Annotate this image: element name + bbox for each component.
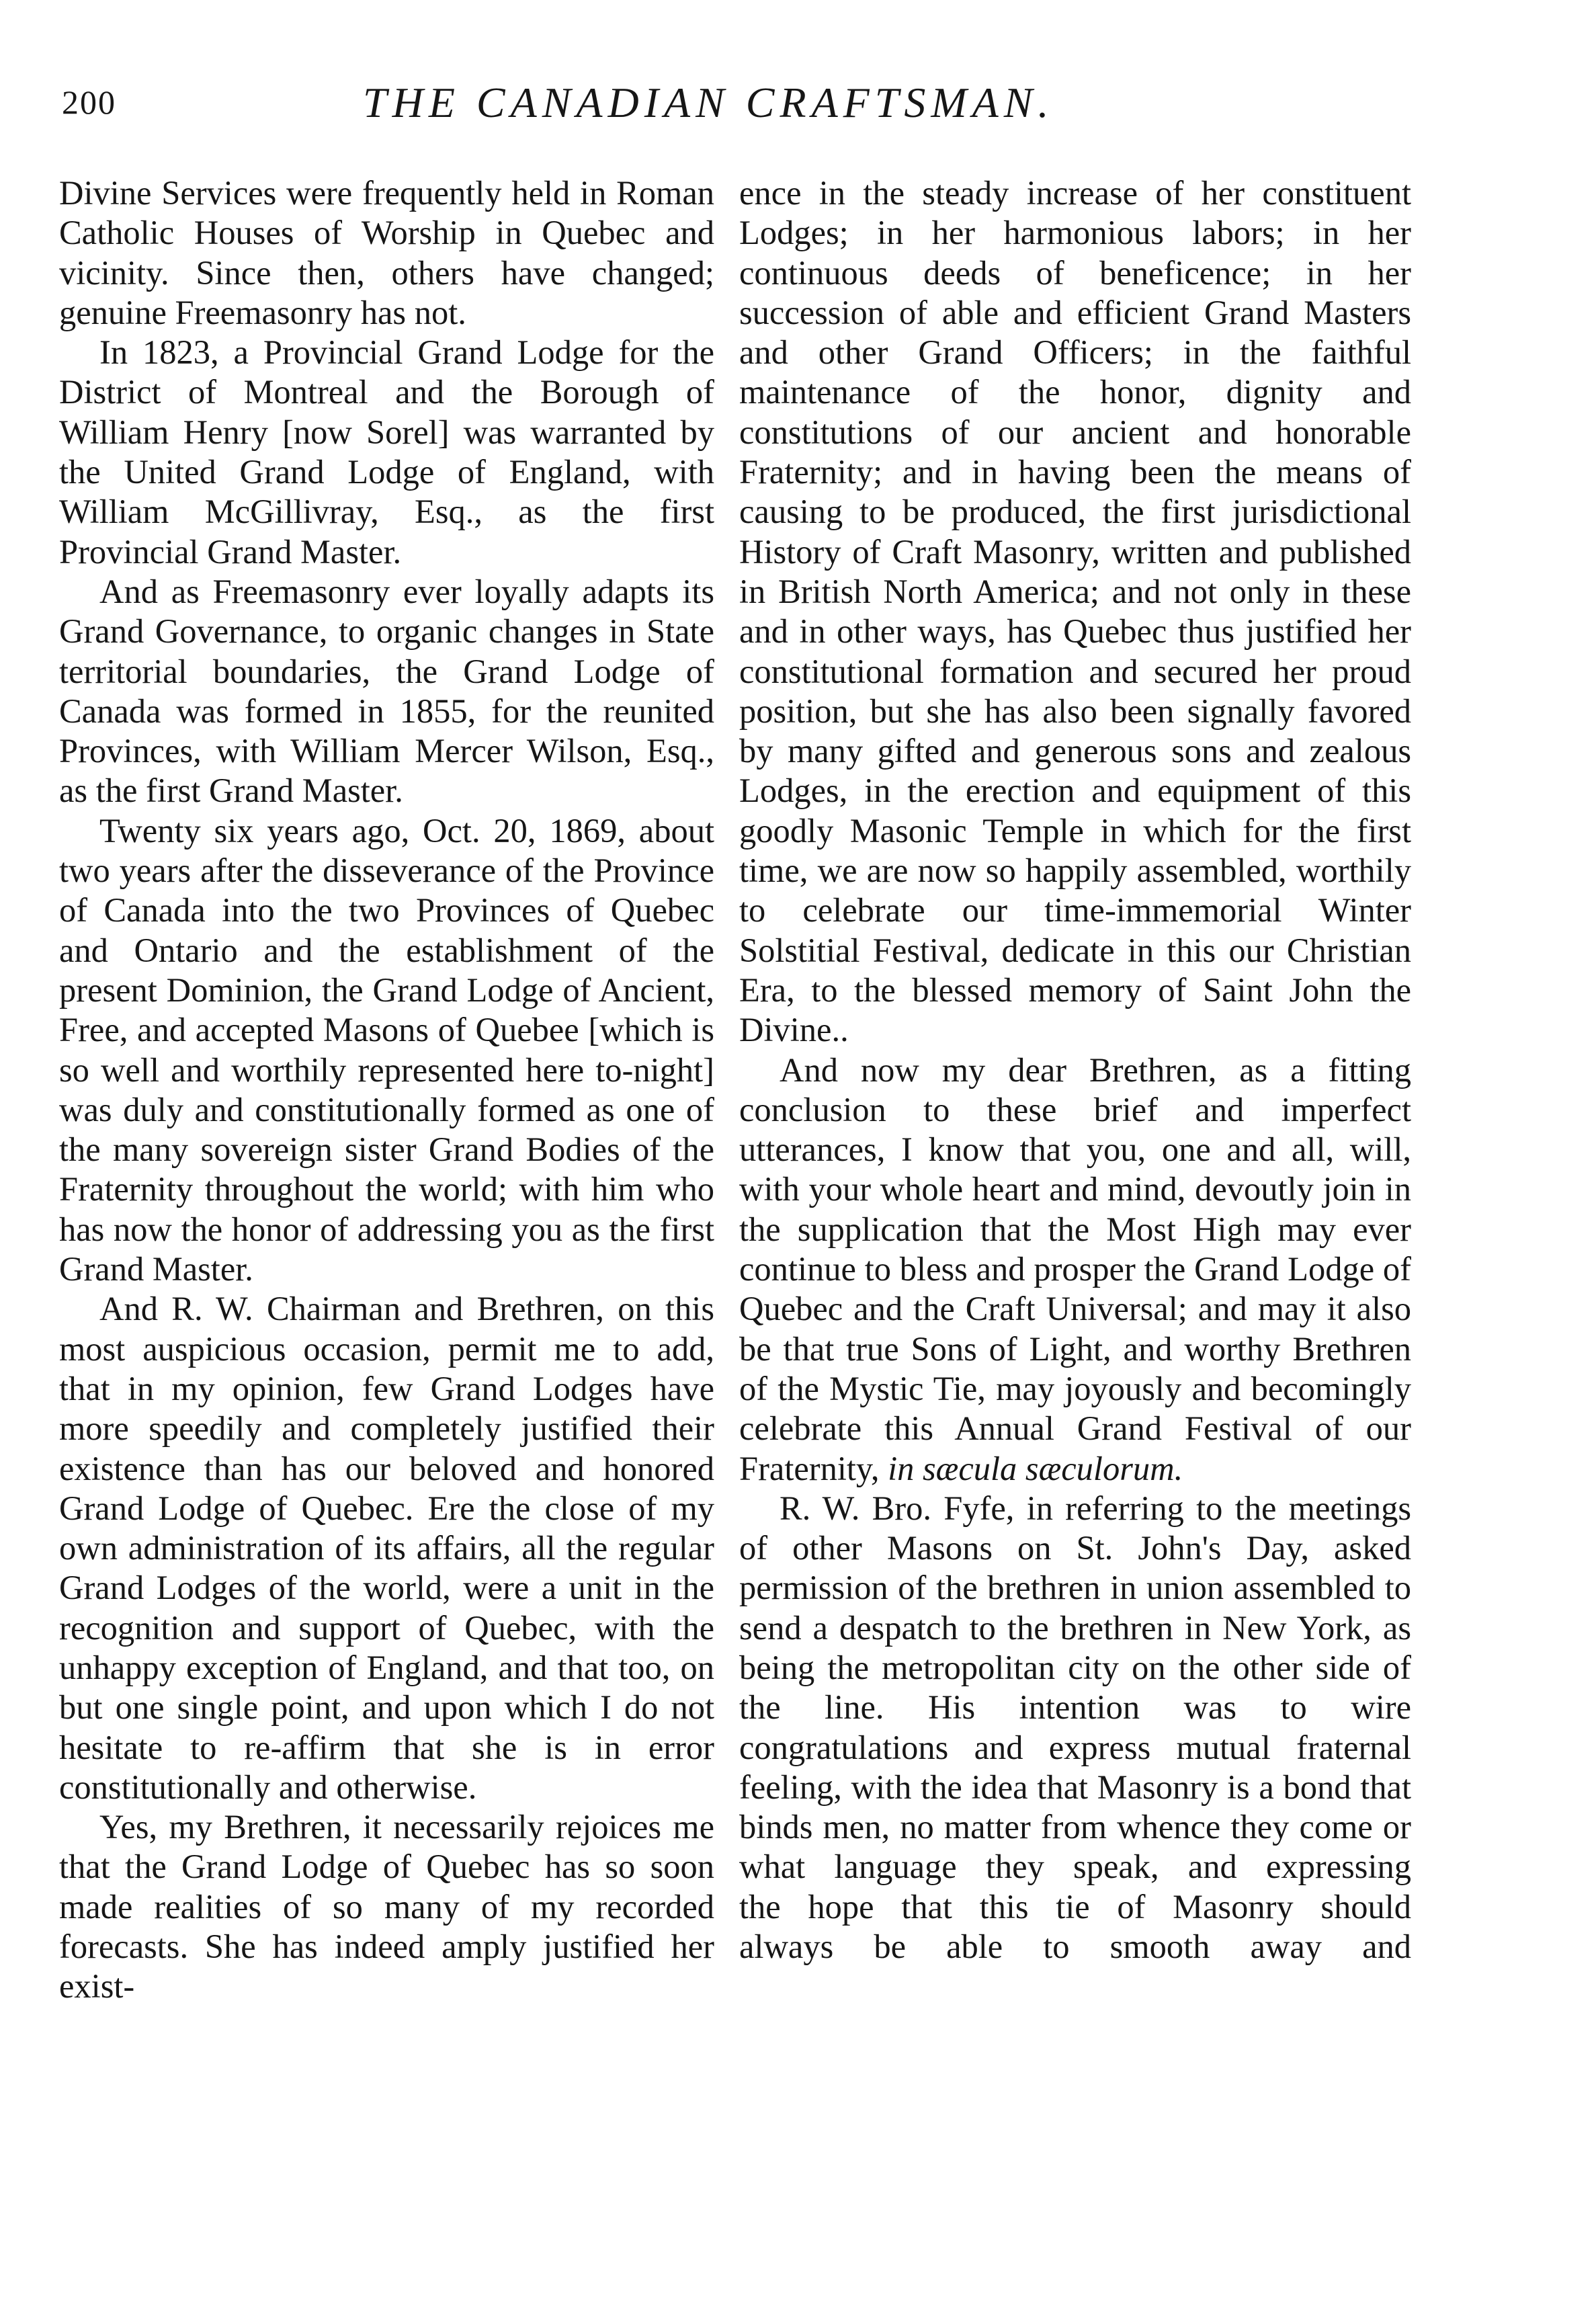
- paragraph: ence in the steady increase of her constituent Lodges; in her harmonious labors; in her continuous deeds of beneficence; in her succession of able and efficient Grand Masters and other Grand Officers; in the faithful maintenance of the honor, dignity and constitutions of our ancient and honorable Fraternity; and in having been the means of causing to be produced, the first jurisdictional History of Craft Masonry, written and published in British North America; and not only in these and in other ways, has Quebec thus justified her constitutional formation and secured her proud position, but she has also been signally favored by many gifted and generous sons and zealous Lodges, in the erection and equipment of this goodly Masonic Temple in which for the first time, we are now so happily assembled, worthily to celebrate our time-immemorial Winter Solstitial Festival, dedicate in this our Christian Era, to the blessed memory of Saint John the Divine..: [739, 174, 1411, 1049]
- paragraph-line: the hope that this tie of Masonry should: [739, 1887, 1411, 1926]
- paragraph: Twenty six years ago, Oct. 20, 1869, about two years after the disseverance of the Province of Canada into the two Provinces of Quebec and Ontario and the establishment of the present Dominion, the Grand Lodge of Ancient, Free, and accepted Masons of Quebee [which is so well and worthily represented here to-night] was duly and constitutionally formed as one of the many sovereign sister Grand Bodies of the Fraternity throughout the world; with him who has now the honor of addressing you as the first Grand Master.: [59, 811, 714, 1288]
- paragraph-text: And now my dear Brethren, as a fitting conclusion to these brief and imperfect utterances, I know that you, one and all, will, with your whole heart and mind, devoutly join in the supplication that the Most High may ever continue to bless and prosper the Grand Lodge of Quebec and the Craft Universal; and may it also be that true Sons of Light, and worthy Brethren of the Mystic Tie, may joyously and becomingly celebrate this Annual Grand Festival of our Fraternity,: [739, 1050, 1411, 1487]
- latin-phrase: in sæcula sæculorum.: [888, 1449, 1183, 1487]
- paragraph: And as Freemasonry ever loyally adapts its Grand Governance, to organic changes in State territorial boundaries, the Grand Lodge of Canada was formed in 1855, for the reunited Provinces, with William Mercer Wilson, Esq., as the first Grand Master.: [59, 572, 714, 810]
- paragraph: Divine Services were frequently held in Roman Catholic Houses of Worship in Quebec and vicinity. Since then, others have changed; genuine Freemasonry has not.: [59, 174, 714, 331]
- right-column: [739, 173, 1411, 1967]
- paragraph: And R. W. Chairman and Brethren, on this most auspicious occasion, permit me to add, that in my opinion, few Grand Lodges have more speedily and completely justified their existence than has our beloved and honored Grand Lodge of Quebec. Ere the close of my own administration of its affairs, all the regular Grand Lodges of the world, were a unit in the recognition and support of Quebec, with the unhappy exception of England, and that too, on but one single point, and upon which I do not hesitate to re-affirm that she is in error constitutionally and otherwise.: [59, 1290, 714, 1806]
- paragraph: R. W. Bro. Fyfe, in referring to the meetings of other Masons on St. John's Day, asked permission of the brethren in union assembled to send a despatch to the brethren in New York, as being the metropolitan city on the other side of the line. His intention was to wire congratulations and express mutual fraternal feeling, with the idea that Masonry is a bond that binds men, no matter from whence they come or what language they speak, and expressing: [739, 1489, 1411, 1886]
- paragraph: Yes, my Brethren, it necessarily rejoices me that the Grand Lodge of Quebec has so soon made realities of so many of my recorded forecasts. She has indeed amply justified her exist-: [59, 1808, 714, 2006]
- page-number: 200: [62, 83, 116, 121]
- left-column: [59, 173, 714, 2007]
- running-title: THE CANADIAN CRAFTSMAN.: [363, 79, 1054, 126]
- paragraph: [739, 1050, 1411, 1489]
- paragraph: In 1823, a Provincial Grand Lodge for the District of Montreal and the Borough of William Henry [now Sorel] was warranted by the United Grand Lodge of England, with William McGillivray, Esq., as the first Provincial Grand Master.: [59, 333, 714, 571]
- paragraph-line: always be able to smooth away and: [739, 1928, 1411, 1966]
